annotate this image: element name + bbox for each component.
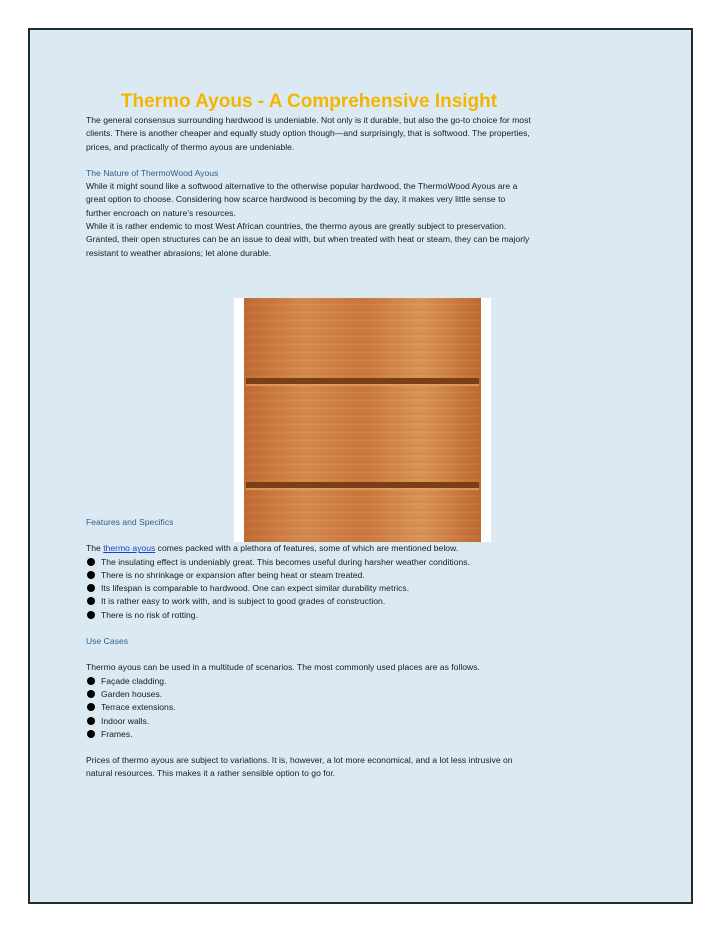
bullet-icon bbox=[87, 690, 95, 698]
bullet-icon bbox=[87, 611, 95, 619]
wood-planks-image bbox=[234, 298, 491, 542]
nature-paragraph-1: While it might sound like a softwood alternative to the otherwise popular hardwood, the ThermoWood Ayous are a great option to choose. Considering how scarce hardwood is becoming by the day, it makes very little sense to further encroach on nature’s resources. bbox=[86, 181, 518, 218]
list-item: The insulating effect is undeniably great. This becomes useful during harsher weather conditions. bbox=[86, 556, 532, 569]
section-heading-nature: The Nature of ThermoWood Ayous bbox=[86, 167, 219, 178]
bullet-icon bbox=[87, 584, 95, 592]
list-item: Terrace extensions. bbox=[86, 701, 532, 714]
list-item: Its lifespan is comparable to hardwood. One can expect similar durability metrics. bbox=[86, 582, 532, 595]
bullet-icon bbox=[87, 597, 95, 605]
page-title: Thermo Ayous - A Comprehensive Insight bbox=[120, 91, 498, 112]
closing-paragraph: Prices of thermo ayous are subject to variations. It is, however, a lot more economical, and a lot less intrusive on natural resources. This makes it a rather sensible option to go for. bbox=[86, 755, 513, 779]
list-item: Garden houses. bbox=[86, 688, 532, 701]
features-lead: The thermo ayous comes packed with a plethora of features, some of which are mentioned below. bbox=[86, 543, 459, 554]
list-item: It is rather easy to work with, and is subject to good grades of construction. bbox=[86, 595, 532, 608]
document-page bbox=[28, 28, 693, 904]
list-item: Frames. bbox=[86, 728, 532, 741]
bullet-icon bbox=[87, 730, 95, 738]
section-heading-features: Features and Specifics bbox=[86, 516, 174, 527]
intro-paragraph: The general consensus surrounding hardwood is undeniable. Not only is it durable, but also the go-to choice for most clients. There is another cheaper and equally study option though—and surprisingly, that is softwood. The properties, prices, and practically of thermo ayous are undeniable. bbox=[86, 115, 531, 152]
list-item: Indoor walls. bbox=[86, 715, 532, 728]
features-list bbox=[86, 556, 532, 622]
bullet-icon bbox=[87, 558, 95, 566]
list-item: There is no shrinkage or expansion after being heat or steam treated. bbox=[86, 569, 532, 582]
list-item: There is no risk of rotting. bbox=[86, 609, 532, 622]
nature-paragraph-2: While it is rather endemic to most West African countries, the thermo ayous are greatly subject to preservation. Granted, their open structures can be an issue to deal with, but when treated with heat or steam, they can be majorly resistant to weather abrasions; let alone durable. bbox=[86, 221, 530, 258]
use-cases-lead: Thermo ayous can be used in a multitude of scenarios. The most commonly used places are as follows. bbox=[86, 662, 480, 673]
use-cases-list bbox=[86, 675, 532, 741]
thermo-ayous-link[interactable]: thermo ayous bbox=[103, 543, 156, 554]
bullet-icon bbox=[87, 571, 95, 579]
bullet-icon bbox=[87, 703, 95, 711]
section-heading-use-cases: Use Cases bbox=[86, 636, 129, 647]
bullet-icon bbox=[87, 717, 95, 725]
bullet-icon bbox=[87, 677, 95, 685]
wood-planks-illustration bbox=[234, 298, 491, 542]
list-item: Façade cladding. bbox=[86, 675, 532, 688]
